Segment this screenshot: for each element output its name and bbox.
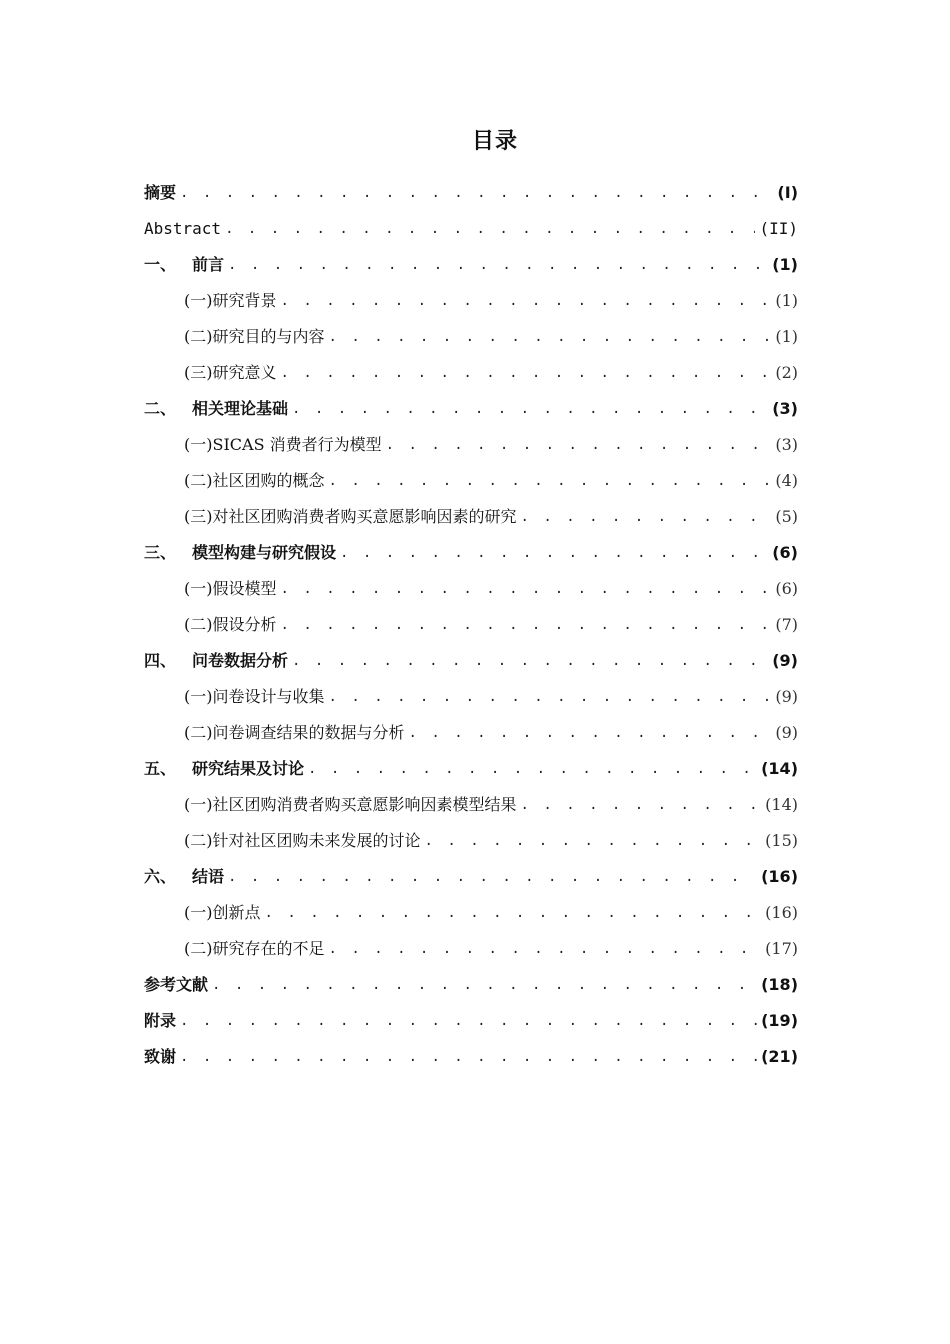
toc-entry-number: 一、 [144, 255, 177, 274]
toc-entry[interactable] [144, 1003, 798, 1039]
toc-entry-label: 摘要 [144, 183, 177, 202]
toc-entry[interactable] [144, 535, 798, 571]
toc-entry-label: (二)社区团购的概念 [184, 471, 325, 490]
dot-leader [386, 427, 772, 463]
toc-entry[interactable] [144, 247, 798, 283]
toc-entry-page: (19) [761, 1011, 798, 1030]
toc-entry-page: (4) [775, 471, 798, 490]
toc-entry[interactable] [144, 787, 798, 823]
toc-entry[interactable] [144, 319, 798, 355]
dot-leader [281, 355, 772, 391]
dot-leader [292, 643, 768, 679]
toc-entry-label: 研究结果及讨论 [192, 759, 305, 778]
toc-entry[interactable] [144, 283, 798, 319]
toc-entry-label: 参考文献 [144, 975, 209, 994]
toc-entry-page: (9) [775, 723, 798, 742]
toc-entry[interactable] [144, 679, 798, 715]
dot-leader [180, 1039, 757, 1075]
dot-leader [340, 535, 768, 571]
dot-leader [281, 283, 772, 319]
toc-entry-label: (二)研究存在的不足 [184, 939, 325, 958]
toc-entry-page: (1) [775, 291, 798, 310]
toc-entry-label: 模型构建与研究假设 [192, 543, 337, 562]
dot-leader [329, 319, 772, 355]
toc-entry-label: (二)假设分析 [184, 615, 277, 634]
toc-entry[interactable] [144, 1039, 798, 1075]
toc-entry-page: (14) [761, 759, 798, 778]
toc-entry-page: (15) [765, 831, 798, 850]
toc-entry-number: 六、 [144, 867, 177, 886]
toc-entry-label: 附录 [144, 1011, 177, 1030]
toc-title: 目录 [471, 129, 518, 154]
toc-entry-label: (一)研究背景 [184, 291, 277, 310]
dot-leader [329, 679, 772, 715]
dot-leader [329, 931, 762, 967]
toc-entry-label: Abstract [144, 219, 222, 238]
toc-entry[interactable] [144, 499, 798, 535]
dot-leader [308, 751, 757, 787]
toc-entry-page: (9) [775, 687, 798, 706]
toc-entry-page: (5) [775, 507, 798, 526]
toc-entry[interactable] [144, 463, 798, 499]
toc-entry-label: (一)创新点 [184, 903, 261, 922]
toc-entry-label: 相关理论基础 [192, 399, 289, 418]
toc-entry-page: (3) [775, 435, 798, 454]
toc-entry[interactable] [144, 715, 798, 751]
toc-entry[interactable] [144, 751, 798, 787]
toc-entry-page: (18) [761, 975, 798, 994]
toc-entry-label: 致谢 [144, 1047, 177, 1066]
toc-entry[interactable] [144, 607, 798, 643]
toc-entry-number: 四、 [144, 651, 177, 670]
dot-leader [228, 859, 757, 895]
dot-leader [292, 391, 768, 427]
dot-leader [228, 247, 768, 283]
dot-leader [212, 967, 757, 1003]
toc-entry-label: 问卷数据分析 [192, 651, 289, 670]
dot-leader [521, 499, 772, 535]
toc-entry-label: (一)假设模型 [184, 579, 277, 598]
toc-entry[interactable] [144, 895, 798, 931]
dot-leader [225, 211, 755, 247]
toc-entry[interactable] [144, 175, 798, 211]
toc-entry-page: (II) [759, 219, 798, 238]
toc-entry[interactable] [144, 859, 798, 895]
toc-entry-page: (1) [775, 327, 798, 346]
toc-entry-page: (3) [772, 399, 798, 418]
toc-entry-label: (二)研究目的与内容 [184, 327, 325, 346]
dot-leader [281, 607, 772, 643]
toc-entry[interactable] [144, 643, 798, 679]
toc-entry-label: (一)问卷设计与收集 [184, 687, 325, 706]
toc-entry[interactable] [144, 931, 798, 967]
toc-entry-page: (6) [772, 543, 798, 562]
toc-entry[interactable] [144, 967, 798, 1003]
toc-entry-label: (三)对社区团购消费者购买意愿影响因素的研究 [184, 507, 517, 526]
toc-entry-page: (6) [775, 579, 798, 598]
toc-entry-page: (7) [775, 615, 798, 634]
toc-entry[interactable] [144, 571, 798, 607]
toc-entry-page: (1) [772, 255, 798, 274]
toc-entry-page: (9) [772, 651, 798, 670]
toc-entry[interactable] [144, 391, 798, 427]
toc-entry-page: (16) [765, 903, 798, 922]
toc-entry-label: 结语 [192, 867, 225, 886]
toc-entry-label: 前言 [192, 255, 225, 274]
dot-leader [265, 895, 762, 931]
toc-list [144, 175, 798, 1075]
toc-entry-page: (16) [761, 867, 798, 886]
dot-leader [409, 715, 772, 751]
toc-entry[interactable] [144, 427, 798, 463]
toc-entry-label: (二)针对社区团购未来发展的讨论 [184, 831, 421, 850]
toc-entry-page: (14) [765, 795, 798, 814]
dot-leader [521, 787, 762, 823]
toc-entry-page: (17) [765, 939, 798, 958]
toc-entry-page: (21) [761, 1047, 798, 1066]
toc-entry-label: (一)社区团购消费者购买意愿影响因素模型结果 [184, 795, 517, 814]
toc-entry-page: (I) [777, 183, 798, 202]
dot-leader [425, 823, 762, 859]
toc-entry-label: (三)研究意义 [184, 363, 277, 382]
dot-leader [180, 1003, 757, 1039]
toc-entry-page: (2) [775, 363, 798, 382]
toc-entry[interactable] [144, 355, 798, 391]
toc-entry-label: (一)SICAS 消费者行为模型 [184, 435, 382, 454]
toc-entry-number: 三、 [144, 543, 177, 562]
dot-leader [281, 571, 772, 607]
dot-leader [329, 463, 772, 499]
toc-entry-number: 五、 [144, 759, 177, 778]
toc-entry[interactable] [144, 823, 798, 859]
dot-leader [180, 175, 773, 211]
toc-entry-number: 二、 [144, 399, 177, 418]
toc-entry[interactable] [144, 211, 798, 247]
toc-entry-label: (二)问卷调查结果的数据与分析 [184, 723, 405, 742]
